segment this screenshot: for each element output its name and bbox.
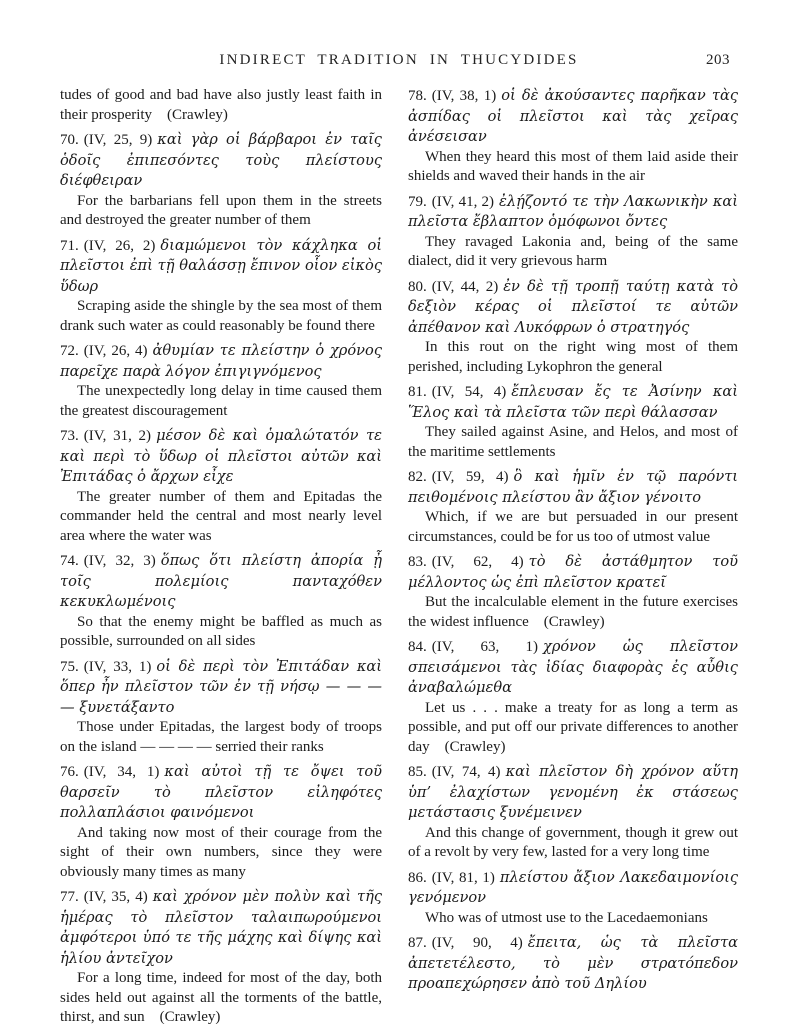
- entry-78-heading: [408, 86, 738, 148]
- entry-number: 73.: [60, 428, 79, 444]
- entry-71: [60, 236, 382, 337]
- entry-greek-text: διαμώμενοι τὸν κάχληκα οἱ πλεῖστοι ἐπὶ τῇ θαλάσσῃ ἔπινον οἷον εἰκὸς ὕδωρ: [60, 236, 382, 295]
- entry-citation: (IV, 74, 4): [431, 764, 501, 780]
- entry-citation: (IV, 35, 4): [83, 889, 148, 905]
- entry-number: 86.: [408, 869, 427, 886]
- entry-79-translation: They ravaged Lakonia and, being of the same dialect, did it very grievous harm: [408, 233, 738, 269]
- entry-75-heading: [60, 657, 382, 719]
- entry-80: [408, 277, 738, 378]
- entry-72: [60, 341, 382, 421]
- entry-number: 70.: [60, 132, 79, 148]
- entry-number: 75.: [60, 658, 79, 675]
- entry-70: [60, 130, 382, 231]
- entry-80-translation: In this rout on the right wing most of them perished, including Lykophron the general: [408, 339, 738, 375]
- entry-86-translation: Who was of utmost use to the Lacedaemonians: [425, 909, 708, 926]
- entry-greek-text: ἀθυμίαν τε πλείστην ὁ χρόνος παρεῖχε παρὰ λόγον ἐπιγιγνόμενος: [60, 342, 382, 380]
- entry-greek-text: καὶ χρόνον μὲν πολὺν καὶ τῆς ἡμέρας τὸ πλεῖστον ταλαιπωρούμενοι ἀμφότεροι ὑπό τε τῆς μάχης καὶ δίψης καὶ ἡλίου ἀντεῖχον: [60, 888, 382, 967]
- page-title: INDIRECT TRADITION IN THUCYDIDES: [219, 52, 579, 68]
- entry-number: 81.: [408, 384, 427, 400]
- entry-70-heading: [60, 130, 382, 192]
- entry-86-heading: [408, 868, 738, 909]
- entry-83: [408, 552, 738, 632]
- entry-greek-text: καὶ γὰρ οἱ βάρβαροι ἐν ταῖς ὁδοῖς ἐπιπεσόντες τοὺς πλείστους διέφθειραν: [60, 131, 382, 189]
- entry-75: [60, 657, 382, 758]
- entry-number: 83.: [408, 554, 427, 570]
- column-right: [408, 86, 738, 1000]
- entry-citation: (IV, 81, 1): [431, 869, 495, 886]
- entry-73-heading: [60, 426, 382, 488]
- entry-81-heading: [408, 382, 738, 423]
- entry-number: 82.: [408, 469, 427, 485]
- entry-76-heading: [60, 762, 382, 824]
- entry-72-translation: The unexpectedly long delay in time caused them the greatest discouragement: [60, 383, 382, 419]
- column-left: [60, 86, 382, 1024]
- entry-citation: (IV, 31, 2): [83, 428, 152, 444]
- entry-citation: (IV, 26, 2): [83, 237, 156, 254]
- entry-number: 71.: [60, 237, 79, 254]
- entry-greek-text: ἔπλευσαν ἔς τε Ἀσίνην καὶ Ἕλος καὶ τὰ πλεῖστα τῶν περὶ θάλασσαν: [408, 383, 738, 421]
- entry-73-translation: The greater number of them and Epitadas the commander held the central and most nearly level area where the water was: [60, 488, 382, 544]
- entry-78-translation: When they heard this most of them laid aside their shields and waved their hands in the air: [408, 148, 738, 184]
- entry-73: [60, 426, 382, 546]
- entry-85: [408, 762, 738, 863]
- entry-71-translation: Scraping aside the shingle by the sea most of them drank such water as could reasonably be found there: [60, 298, 382, 334]
- entry-citation: (IV, 63, 1): [431, 639, 538, 655]
- continuation-paragraph: tudes of good and bad have also justly least faith in their prosperity (Crawley): [60, 87, 382, 123]
- entry-greek-text: καὶ πλεῖστον δὴ χρόνον αὕτη ὑπ’ ἐλαχίστων γενομένη ἐκ στάσεως μετάστασις ξυνέμεινεν: [408, 763, 738, 821]
- entry-citation: (IV, 26, 4): [83, 343, 148, 359]
- entry-greek-text: χρόνον ὡς πλεῖστον σπεισάμενοι τὰς ἰδίας διαφορὰς ἐς αὖθις ἀναβαλώμεθα: [408, 638, 738, 696]
- entry-70-translation: For the barbarians fell upon them in the streets and destroyed the greater number of them: [60, 192, 382, 228]
- entry-greek-text: πλείστου ἄξιον Λακεδαιμονίοις γενόμενον: [408, 868, 739, 906]
- entry-77: [60, 887, 382, 1024]
- entry-number: 76.: [60, 764, 79, 780]
- entry-71-heading: [60, 236, 382, 298]
- entry-number: 84.: [408, 639, 427, 655]
- entry-80-heading: [408, 277, 738, 339]
- entry-greek-text: ἐν δὲ τῇ τροπῇ ταύτῃ κατὰ τὸ δεξιὸν κέρας οἱ πλεῖστοί τε αὐτῶν ἀπέθανον καὶ Λυκόφρων ὁ στρατηγός: [408, 277, 739, 336]
- entry-greek-text: ἐλῄζοντό τε τὴν Λακωνικὴν καὶ πλεῖστα ἔβλαπτον ὁμόφωνοι ὄντες: [408, 192, 738, 230]
- entry-82-translation: Which, if we are but persuaded in our present circumstances, could be for us too of utmost value: [408, 509, 738, 545]
- entry-number: 87.: [408, 935, 427, 951]
- entry-72-heading: [60, 341, 382, 382]
- entry-number: 77.: [60, 889, 79, 905]
- entry-citation: (IV, 34, 1): [83, 764, 160, 780]
- entry-74: [60, 551, 382, 652]
- page-number: 203: [706, 52, 730, 68]
- entry-81-translation: They sailed against Asine, and Helos, and most of the maritime settlements: [408, 424, 738, 460]
- entry-citation: (IV, 54, 4): [431, 384, 507, 400]
- entry-86: [408, 868, 738, 929]
- entry-83-heading: [408, 552, 738, 593]
- entry-82: [408, 467, 738, 547]
- entry-greek-text: τὸ δὲ ἀστάθμητον τοῦ μέλλοντος ὡς ἐπὶ πλεῖστον κρατεῖ: [408, 553, 738, 591]
- entry-greek-text: οἱ δὲ περὶ τὸν Ἐπιτάδαν καὶ ὅπερ ἦν πλεῖστον τῶν ἐν τῇ νήσῳ — — — — ξυνετάξαντο: [60, 657, 382, 716]
- entry-greek-text: ὃ καὶ ἡμῖν ἐν τῷ παρόντι πειθομένοις πλείστου ἂν ἄξιον γένοιτο: [408, 468, 738, 506]
- entry-77-translation: For a long time, indeed for most of the day, both sides held out against all the torments of the battle, thirst, and sun (Crawley): [60, 970, 382, 1024]
- entry-74-heading: [60, 551, 382, 613]
- entry-76-translation: And taking now most of their courage from the sight of their own numbers, since they were obviously many times as many: [60, 824, 382, 880]
- entry-83-translation: But the incalculable element in the future exercises the widest influence (Crawley): [408, 594, 738, 630]
- entry-81: [408, 382, 738, 462]
- entry-85-translation: And this change of government, though it grew out of a revolt by very few, lasted for a very long time: [408, 824, 738, 860]
- entry-citation: (IV, 44, 2): [431, 278, 499, 295]
- entry-76: [60, 762, 382, 882]
- entry-greek-text: ὅπως ὅτι πλείστη ἀπορία ᾖ τοῖς πολεμίοις πανταχόθεν κεκυκλωμένοις: [60, 552, 382, 610]
- entry-87-heading: [408, 933, 738, 995]
- entry-number: 80.: [408, 278, 427, 295]
- entry-citation: (IV, 41, 2): [431, 193, 495, 210]
- entry-citation: (IV, 33, 1): [83, 658, 152, 675]
- entry-number: 72.: [60, 343, 79, 359]
- entry-citation: (IV, 90, 4): [431, 935, 523, 951]
- entry-number: 85.: [408, 764, 427, 780]
- entry-78: [408, 86, 738, 187]
- entry-69-continuation: [60, 86, 382, 125]
- entry-number: 74.: [60, 553, 79, 569]
- entry-79-heading: [408, 192, 738, 233]
- entry-84: [408, 637, 738, 757]
- entry-number: 79.: [408, 193, 427, 210]
- entry-85-heading: [408, 762, 738, 824]
- entry-87: [408, 933, 738, 995]
- entry-citation: (IV, 59, 4): [431, 469, 509, 485]
- entry-greek-text: οἱ δὲ ἀκούσαντες παρῆκαν τὰς ἀσπίδας οἱ πλεῖστοι καὶ τὰς χεῖρας ἀνέσεισαν: [408, 87, 738, 145]
- entry-citation: (IV, 32, 3): [83, 553, 156, 569]
- entry-82-heading: [408, 467, 738, 508]
- entry-greek-text: καὶ αὐτοὶ τῇ τε ὄψει τοῦ θαρσεῖν τὸ πλεῖστον εἰληφότες πολλαπλάσιοι φαινόμενοι: [60, 763, 383, 821]
- entry-citation: (IV, 25, 9): [83, 132, 153, 148]
- running-head: [60, 52, 738, 74]
- entry-number: 78.: [408, 88, 427, 104]
- entry-citation: (IV, 62, 4): [431, 554, 524, 570]
- entry-greek-text: ἔπειτα, ὡς τὰ πλεῖστα ἀπετετέλεστο, τὸ μὲν στρατόπεδον προαπεχώρησεν ἀπὸ τοῦ Δηλίου: [408, 934, 738, 992]
- entry-citation: (IV, 38, 1): [431, 88, 497, 104]
- entry-79: [408, 192, 738, 272]
- entry-84-translation: Let us . . . make a treaty for as long a term as possible, and put off our private differences to another day (Crawley): [408, 699, 738, 755]
- entry-75-translation: Those under Epitadas, the largest body of troops on the island — — — — serried their ranks: [60, 719, 382, 755]
- entry-74-translation: So that the enemy might be baffled as much as possible, surrounded on all sides: [60, 613, 382, 649]
- entry-84-heading: [408, 637, 738, 699]
- text-columns: [60, 86, 738, 1024]
- entry-77-heading: [60, 887, 382, 969]
- entry-greek-text: μέσον δὲ καὶ ὁμαλώτατόν τε καὶ περὶ τὸ ὕδωρ οἱ πλεῖστοι αὐτῶν καὶ Ἐπιτάδας ὁ ἄρχων εἶχε: [60, 427, 382, 485]
